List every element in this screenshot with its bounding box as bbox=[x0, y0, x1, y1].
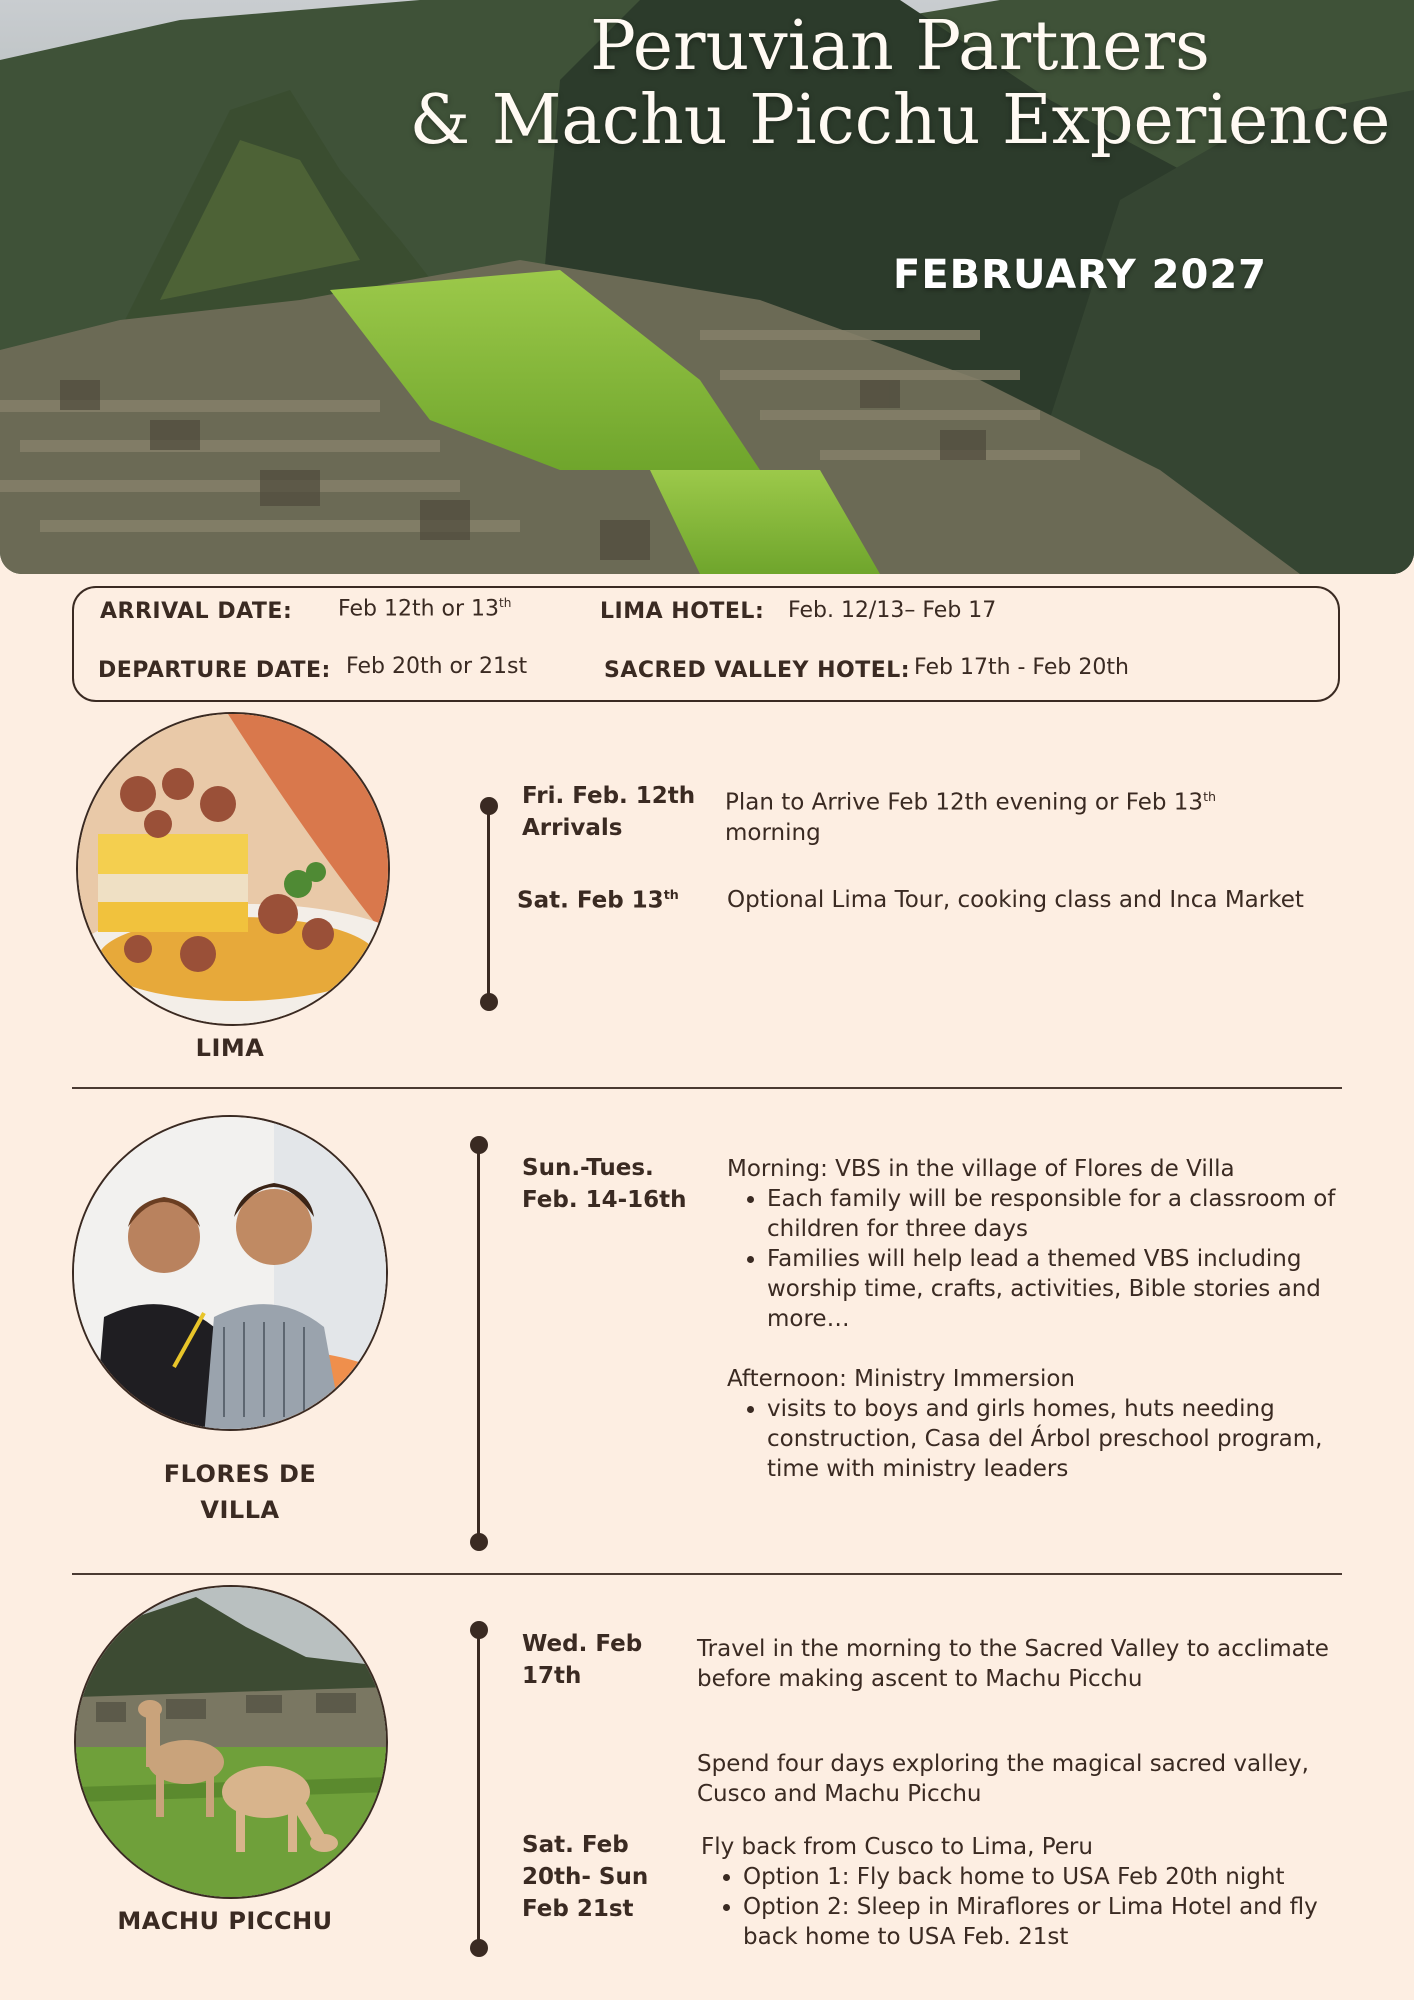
trip-dates-box bbox=[72, 586, 1340, 702]
lima-caption: LIMA bbox=[195, 1034, 265, 1062]
page-title bbox=[400, 7, 1400, 160]
machu-return-desc bbox=[701, 1832, 1341, 1952]
lima-date-tour: Sat. Feb 13th bbox=[517, 887, 679, 914]
lima-hotel-value: Feb. 12/13– Feb 17 bbox=[788, 598, 997, 623]
lima-timeline-dot-start bbox=[480, 797, 498, 815]
lima-timeline-line bbox=[487, 806, 490, 1002]
flores-timeline-dot-end bbox=[470, 1533, 488, 1551]
machu-explore-desc: Spend four days exploring the magical sacred valley, Cusco and Machu Picchu bbox=[697, 1751, 1309, 1807]
flores-schedule bbox=[727, 1154, 1347, 1484]
flores-caption: FLORES DE VILLA bbox=[163, 1460, 317, 1524]
flores-morning-heading: Morning: VBS in the village of Flores de Villa bbox=[727, 1156, 1235, 1182]
departure-date-value: Feb 20th or 21st bbox=[346, 654, 528, 679]
title-line-2: & Machu Picchu Experience bbox=[409, 81, 1391, 160]
list-item: • Families will help lead a themed VBS including worship time, crafts, activities, Bible stories and more… bbox=[767, 1244, 1347, 1334]
lima-date-arrivals: Fri. Feb. 12th Arrivals bbox=[522, 783, 696, 841]
machu-return-options bbox=[701, 1862, 1341, 1952]
list-item: • visits to boys and girls homes, huts needing construction, Casa del Árbol preschool program, time with ministry leaders bbox=[767, 1394, 1347, 1484]
machu-picchu-llama-photo bbox=[74, 1585, 388, 1899]
flores-timeline-dot-start bbox=[470, 1136, 488, 1154]
sacred-valley-hotel-label: SACRED VALLEY HOTEL: bbox=[604, 658, 911, 683]
section-divider-2 bbox=[72, 1573, 1342, 1575]
arrival-date-label: ARRIVAL DATE: bbox=[100, 599, 293, 624]
arrival-date-value: Feb 12th or 13th bbox=[338, 596, 512, 622]
sacred-valley-hotel-value: Feb 17th - Feb 20th bbox=[914, 655, 1129, 680]
title-line-1: Peruvian Partners bbox=[590, 7, 1210, 86]
lima-arrivals-desc: Plan to Arrive Feb 12th evening or Feb 13th morning bbox=[725, 789, 1217, 846]
lima-timeline-dot-end bbox=[480, 993, 498, 1011]
machu-picchu-caption: MACHU PICCHU bbox=[117, 1907, 333, 1935]
flores-timeline-line bbox=[477, 1145, 480, 1542]
machu-date-travel: Wed. Feb 17th bbox=[522, 1631, 643, 1689]
hero-banner bbox=[0, 0, 1414, 574]
lima-tour-desc: Optional Lima Tour, cooking class and Inca Market bbox=[727, 887, 1304, 913]
flores-afternoon-heading: Afternoon: Ministry Immersion bbox=[727, 1366, 1075, 1392]
lima-food-photo bbox=[76, 712, 390, 1026]
list-item: • Each family will be responsible for a classroom of children for three days bbox=[767, 1184, 1347, 1244]
machu-return-heading: Fly back from Cusco to Lima, Peru bbox=[701, 1834, 1093, 1860]
trip-month: FEBRUARY 2027 bbox=[893, 252, 1267, 298]
flores-date: Sun.-Tues. Feb. 14-16th bbox=[522, 1155, 687, 1213]
machu-timeline-dot-end bbox=[470, 1939, 488, 1957]
section-divider-1 bbox=[72, 1087, 1342, 1089]
list-item: • Option 1: Fly back home to USA Feb 20th night bbox=[743, 1862, 1341, 1892]
machu-timeline-dot-start bbox=[470, 1621, 488, 1639]
list-item: • Option 2: Sleep in Miraflores or Lima Hotel and fly back home to USA Feb. 21st bbox=[743, 1892, 1341, 1952]
machu-travel-desc: Travel in the morning to the Sacred Valley to acclimate before making ascent to Machu Picchu bbox=[697, 1636, 1329, 1692]
lima-hotel-label: LIMA HOTEL: bbox=[600, 599, 765, 624]
flores-afternoon-list bbox=[727, 1394, 1347, 1484]
machu-date-return: Sat. Feb 20th- Sun Feb 21st bbox=[522, 1832, 649, 1922]
departure-date-label: DEPARTURE DATE: bbox=[98, 658, 331, 683]
flores-morning-list bbox=[727, 1184, 1347, 1334]
flores-children-photo bbox=[72, 1115, 388, 1431]
machu-timeline-line bbox=[477, 1630, 480, 1948]
